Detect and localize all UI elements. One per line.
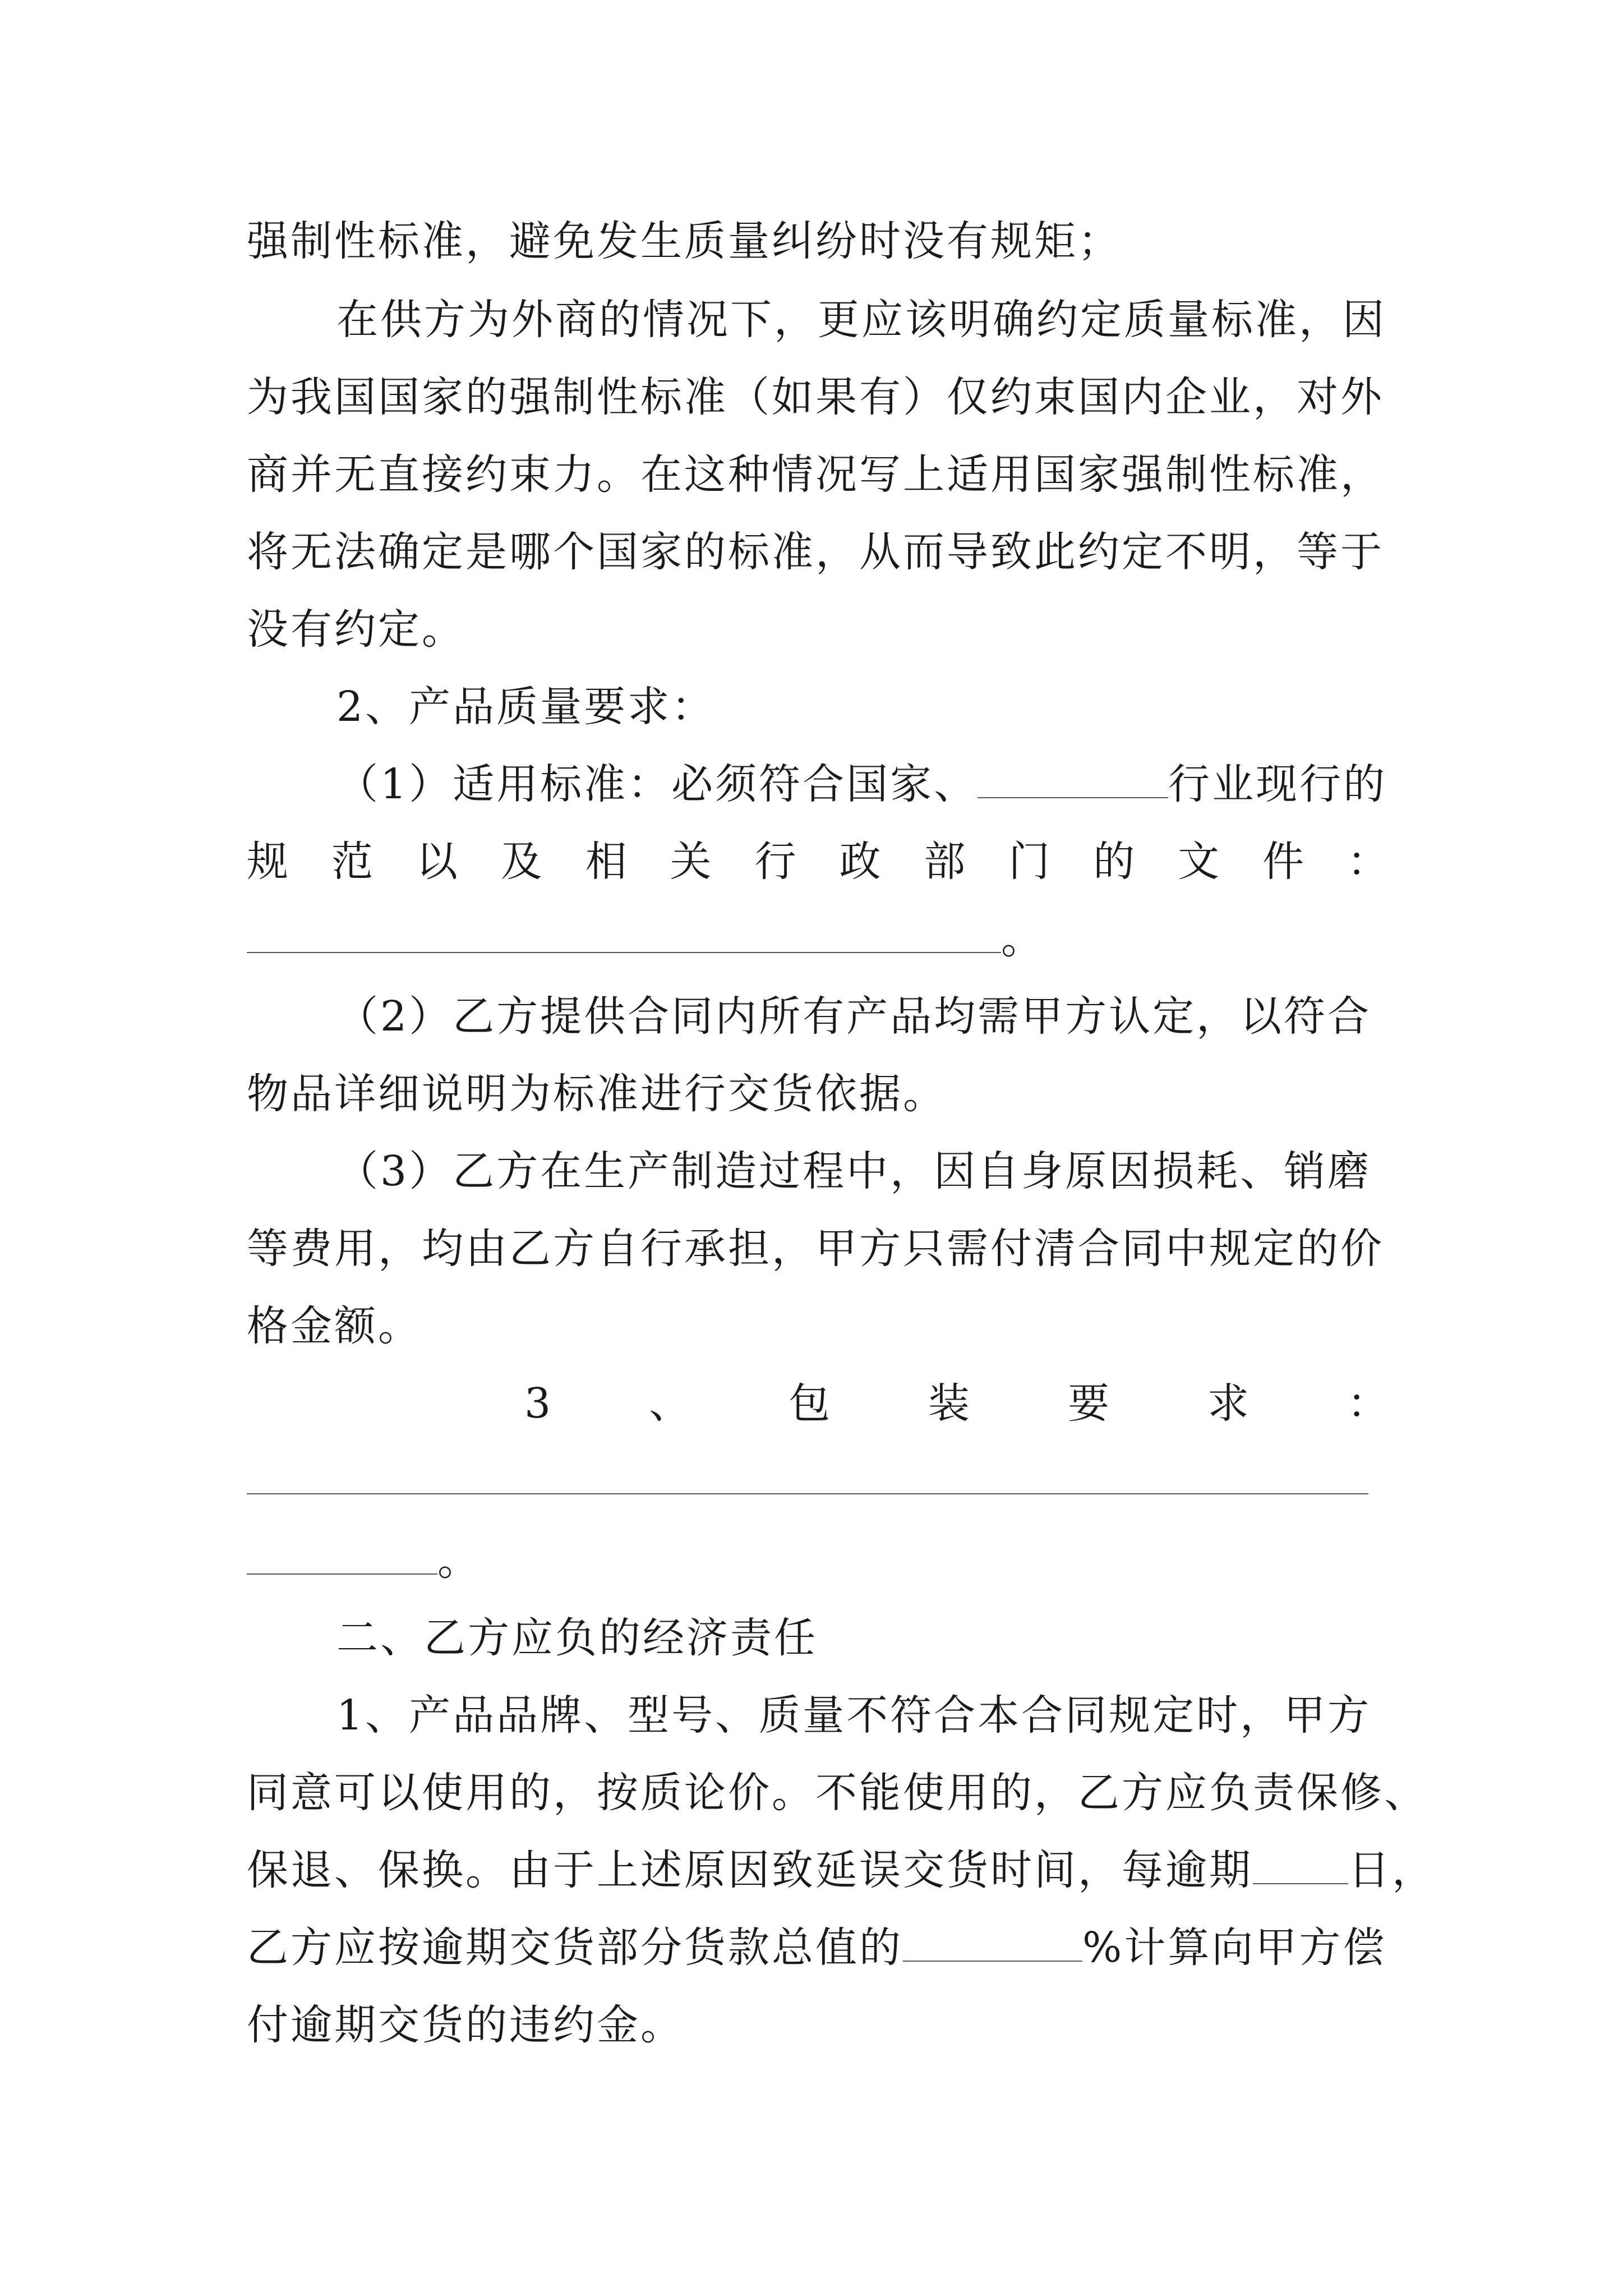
text-fragment: 日， xyxy=(1348,1846,1436,1894)
char: 规 xyxy=(247,838,291,886)
text-fragment: （1）适用标准：必须符合国家、 xyxy=(336,760,978,808)
text-line: 付逾期交货的违约金。 xyxy=(247,2001,684,2049)
char: 要 xyxy=(1068,1379,1112,1428)
text-line xyxy=(247,911,1391,967)
fill-blank xyxy=(247,1492,1368,1494)
text-line: 商并无直接约束力。在这种情况写上适用国家强制性标准， xyxy=(247,450,1384,499)
char: 范 xyxy=(331,838,375,886)
text-line: （2）乙方提供合同内所有产品均需甲方认定，以符合 xyxy=(336,992,1372,1041)
text-fragment: 。 xyxy=(437,1536,481,1585)
char: ： xyxy=(1347,838,1391,886)
text-line: （3）乙方在生产制造过程中，因自身原因损耗、销磨 xyxy=(336,1147,1372,1195)
text-line xyxy=(247,1533,1391,1589)
fill-blank xyxy=(978,758,1168,798)
char: 求 xyxy=(1207,1379,1252,1428)
text-line: 格金额。 xyxy=(247,1302,422,1350)
char: 行 xyxy=(754,838,799,886)
fill-blank xyxy=(247,913,1001,953)
text-line: 强制性标准，避免发生质量纠纷时没有规矩； xyxy=(247,217,1122,265)
text-line: 等费用，均由乙方自行承担，甲方只需付清合同中规定的价 xyxy=(247,1225,1384,1273)
text-line: 没有约定。 xyxy=(247,605,465,654)
spread-text-line xyxy=(247,834,1391,890)
char: 部 xyxy=(924,838,968,886)
char: ： xyxy=(1347,1379,1391,1428)
char: 、 xyxy=(649,1379,693,1428)
text-fragment: %计算向甲方偿 xyxy=(1082,1924,1387,1972)
text-line: 为我国国家的强制性标准（如果有）仅约束国内企业，对外 xyxy=(247,373,1384,421)
text-line xyxy=(336,756,1391,812)
char: 及 xyxy=(500,838,545,886)
text-fragment: 。 xyxy=(1001,915,1045,963)
fill-blank xyxy=(1253,1844,1348,1884)
text-fragment: 行业现行的 xyxy=(1168,760,1387,808)
text-line: 将无法确定是哪个国家的标准，从而导致此约定不明，等于 xyxy=(247,528,1384,576)
text-line xyxy=(247,1842,1436,1898)
text-line: 1、产品品牌、型号、质量不符合本合同规定时，甲方 xyxy=(336,1691,1372,1740)
text-line xyxy=(247,1920,1391,1976)
char: 件 xyxy=(1262,838,1307,886)
char: 装 xyxy=(928,1379,972,1428)
fill-blank xyxy=(247,1534,437,1575)
text-line: 物品详细说明为标准进行交货依据。 xyxy=(247,1070,947,1118)
fill-blank xyxy=(903,1921,1082,1962)
section-heading: 二、乙方应负的经济责任 xyxy=(336,1614,818,1662)
char: 文 xyxy=(1178,838,1222,886)
char: 相 xyxy=(585,838,629,886)
text-line: 在供方为外商的情况下，更应该明确约定质量标准，因 xyxy=(336,296,1386,344)
char: 的 xyxy=(1093,838,1137,886)
spread-text-line xyxy=(524,1375,1391,1432)
char: 关 xyxy=(670,838,714,886)
text-line: 同意可以使用的，按质论价。不能使用的，乙方应负责保修、 xyxy=(247,1769,1428,1817)
section-heading: 2、产品质量要求： xyxy=(336,683,716,731)
char: 3 xyxy=(524,1379,554,1428)
char: 包 xyxy=(789,1379,833,1428)
char: 政 xyxy=(839,838,883,886)
text-fragment: 乙方应按逾期交货部分货款总值的 xyxy=(247,1924,903,1972)
char: 门 xyxy=(1008,838,1053,886)
char: 以 xyxy=(416,838,460,886)
text-fragment: 保退、保换。由于上述原因致延误交货时间，每逾期 xyxy=(247,1846,1253,1894)
